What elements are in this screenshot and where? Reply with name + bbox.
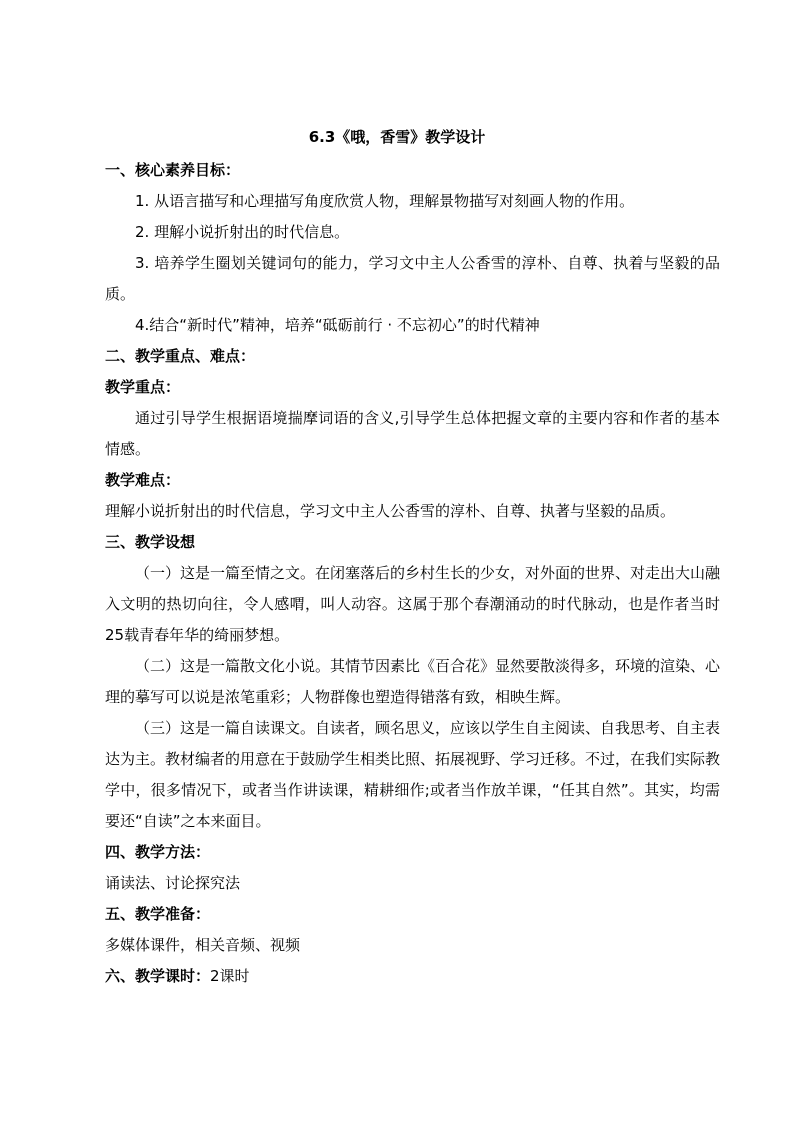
objective-item-1: 1. 从语言描写和心理描写角度欣赏人物，理解景物描写对刻画人物的作用。 [135, 192, 635, 210]
section-heading-objectives: 一、核心素养目标： [105, 161, 241, 179]
document-body [105, 155, 720, 992]
preparation-text: 多媒体课件，相关音频、视频 [105, 936, 301, 954]
design-paragraph-3: （三）这是一篇自读课文。自读者，顾名思义，应该以学生自主阅读、自我思考、自主表达为主。教材编者的用意在于鼓励学生相类比照、拓展视野、学习迁移。不过，在我们实际教学中，很多情况下，或者当作讲读课，精耕细作;或者当作放羊课，“任其自然”。其实，均需要还“自读”之本来面目。 [105, 719, 721, 830]
objective-item-3: 3. 培养学生圈划关键词句的能力，学习文中主人公香雪的淳朴、自尊、执着与坚毅的品质。 [105, 254, 720, 303]
design-paragraph-2: （二）这是一篇散文化小说。其情节因素比《百合花》显然要散淡得多，环境的渲染、心理的摹写可以说是浓笔重彩；人物群像也塑造得错落有致，相映生辉。 [105, 657, 721, 706]
objective-item-4: 4.结合“新时代”精神，培养“砥砺前行 · 不忘初心”的时代精神 [135, 316, 540, 334]
periods-line [105, 961, 720, 992]
document-title: 6.3《哦，香雪》教学设计 [308, 128, 486, 146]
section-heading-design: 三、教学设想 [105, 533, 196, 551]
design-paragraph-1: （一）这是一篇至情之文。在闭塞落后的乡村生长的少女，对外面的世界、对走出大山融入文明的热切向往，令人感喟，叫人动容。这属于那个春潮涌动的时代脉动，也是作者当时25载青春年华的绮丽梦想。 [105, 564, 721, 644]
focus-text: 通过引导学生根据语境揣摩词语的含义,引导学生总体把握文章的主要内容和作者的基本情感。 [105, 409, 720, 458]
section-heading-preparation: 五、教学准备： [105, 905, 211, 923]
methods-text: 诵读法、讨论探究法 [105, 874, 241, 892]
difficulty-label: 教学难点： [105, 471, 181, 489]
section-heading-methods: 四、教学方法： [105, 843, 211, 861]
focus-label: 教学重点： [105, 378, 181, 396]
section-heading-key-points: 二、教学重点、难点： [105, 347, 256, 365]
difficulty-text: 理解小说折射出的时代信息，学习文中主人公香雪的淳朴、自尊、执著与坚毅的品质。 [105, 502, 676, 520]
periods-text: 2课时 [210, 967, 250, 985]
section-heading-periods: 六、教学课时： [105, 967, 211, 985]
objective-item-2: 2. 理解小说折射出的时代信息。 [135, 223, 350, 241]
